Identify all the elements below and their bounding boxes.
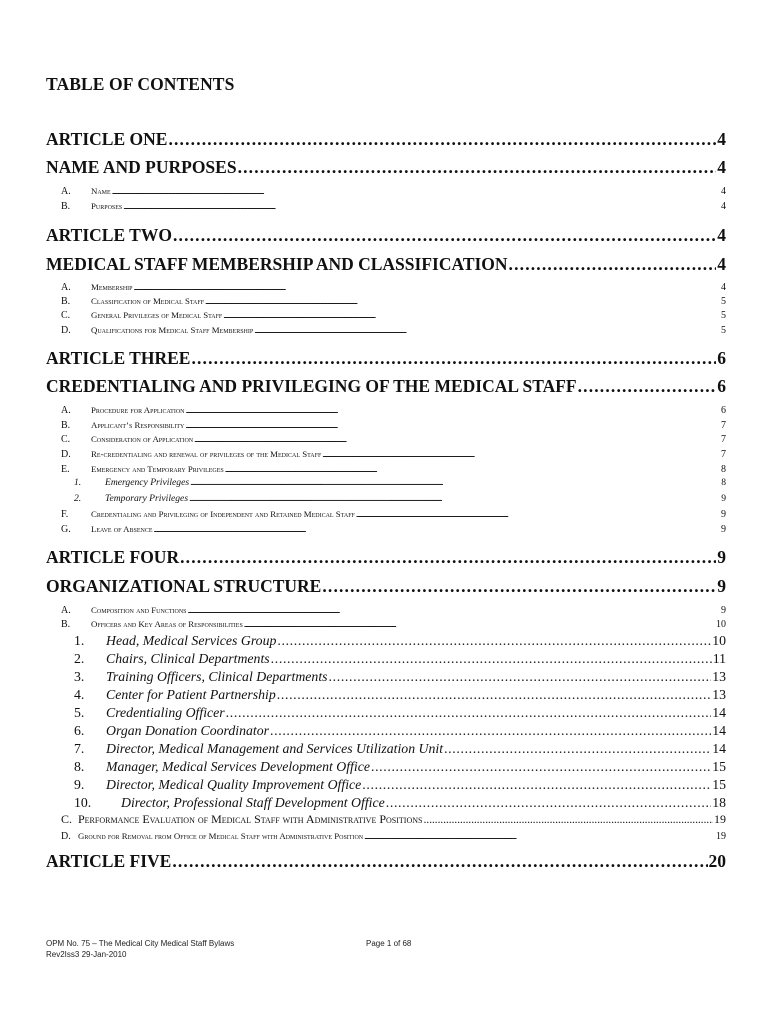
toc-entry-label: General Privileges of Medical Staff (91, 310, 223, 320)
toc-entry-page: 8 (721, 477, 726, 488)
toc-entry-page: 6 (717, 376, 726, 396)
toc-entry-label: Organ Donation Coordinator (106, 723, 270, 738)
toc-entry-label: Credentialing Officer (106, 705, 225, 720)
dot-leader (112, 184, 720, 198)
dot-leader (168, 127, 716, 151)
toc-entry-label: Classification of Medical Staff (91, 296, 205, 306)
toc-entry-label: Director, Medical Quality Improvement Office (106, 777, 362, 792)
dot-leader (277, 686, 711, 704)
toc-entry-page: 7 (721, 434, 726, 445)
dot-leader (154, 522, 720, 536)
toc-entry-page: 10 (716, 619, 726, 630)
toc-entry-label: Qualifications for Medical Staff Membership (91, 325, 254, 335)
dot-leader (185, 418, 720, 432)
dot-leader (322, 574, 716, 598)
toc-entry-label: Center for Patient Partnership (106, 687, 276, 702)
toc-entry-page: 9 (721, 509, 726, 520)
dot-leader (270, 722, 711, 740)
dot-leader (371, 758, 711, 776)
toc-entry-page: 9 (717, 547, 726, 567)
toc-entry-purposes[interactable] (61, 199, 726, 213)
dot-leader (509, 252, 717, 276)
toc-entry-page: 14 (712, 723, 726, 738)
toc-entry-number: A. (61, 282, 71, 293)
toc-entry-label: Manager, Medical Services Development Office (106, 759, 370, 774)
toc-entry-label: Composition and Functions (91, 605, 187, 615)
toc-entry-label: Procedure for Application (91, 405, 185, 415)
toc-entry-general-privileges[interactable] (61, 308, 726, 322)
toc-entry-page: 4 (721, 186, 726, 197)
toc-entry-number: A. (61, 186, 71, 197)
toc-entry-applicants-responsibility[interactable] (61, 418, 726, 432)
toc-entry-label: ARTICLE FOUR (46, 547, 180, 567)
toc-entry-label: Director, Medical Management and Services Utilization Unit (106, 741, 444, 756)
toc-entry-page: 4 (717, 157, 726, 177)
toc-entry-number: E. (61, 464, 70, 475)
toc-entry-page: 8 (721, 464, 726, 475)
dot-leader (173, 223, 716, 247)
toc-entry-article-one[interactable] (46, 127, 726, 151)
toc-entry-chairs-clinical-departments[interactable] (74, 650, 726, 668)
toc-entry-label: Temporary Privileges (105, 493, 189, 504)
toc-entry-director-medical-quality[interactable] (74, 776, 726, 794)
toc-entry-page: 9 (717, 576, 726, 596)
toc-entry-number: 4. (74, 687, 85, 702)
toc-entry-label: ARTICLE THREE (46, 348, 191, 368)
dot-leader (444, 740, 711, 758)
dot-leader (238, 155, 717, 179)
toc-entry-number: 2. (74, 651, 85, 666)
footer-document-info (46, 938, 234, 960)
toc-entry-number: B. (61, 420, 71, 431)
toc-entry-label: ARTICLE TWO (46, 225, 172, 245)
toc-entry-page: 4 (721, 282, 726, 293)
toc-entry-label: Consideration of Application (91, 434, 194, 444)
toc-entry-number: 3. (74, 669, 85, 684)
toc-entry-center-for-patient-partnership[interactable] (74, 686, 726, 704)
toc-entry-page: 4 (717, 254, 726, 274)
toc-entry-number: A. (61, 405, 71, 416)
toc-entry-head-medical-services[interactable] (74, 632, 726, 650)
toc-entry-label: Chairs, Clinical Departments (106, 651, 270, 666)
dot-leader (254, 323, 720, 337)
toc-entry-page: 14 (712, 741, 726, 756)
toc-entry-credentialing-officer[interactable] (74, 704, 726, 722)
toc-entry-number: C. (61, 310, 71, 321)
toc-entry-membership[interactable] (61, 280, 726, 294)
toc-entry-label: MEDICAL STAFF MEMBERSHIP AND CLASSIFICATION (46, 254, 508, 274)
dot-leader (134, 280, 721, 294)
toc-entry-label: Credentialing and Privileging of Independent and Retained Medical Staff (91, 509, 355, 519)
toc-entry-number: 9. (74, 777, 85, 792)
dot-leader (123, 199, 720, 213)
toc-entry-consideration-of-application[interactable] (61, 432, 726, 446)
dot-leader (322, 447, 720, 461)
toc-entry-emergency-and-temporary[interactable] (61, 462, 726, 476)
toc-entry-number: 2. (74, 493, 82, 504)
toc-entry-director-medical-management[interactable] (74, 740, 726, 758)
toc-entry-page: 10 (712, 633, 726, 648)
dot-leader (189, 492, 720, 506)
toc-entry-classification[interactable] (61, 294, 726, 308)
toc-entry-label: CREDENTIALING AND PRIVILEGING OF THE MEDICAL STAFF (46, 376, 577, 396)
toc-title: TABLE OF CONTENTS (46, 74, 235, 94)
dot-leader (271, 650, 712, 668)
toc-entry-label: Emergency and Temporary Privileges (91, 464, 224, 474)
toc-entry-page: 9 (721, 524, 726, 535)
toc-entry-page: 14 (712, 705, 726, 720)
toc-entry-page: 20 (708, 851, 726, 871)
toc-entry-number: 1. (74, 633, 85, 648)
toc-entry-page: 6 (717, 348, 726, 368)
toc-entry-number: D. (61, 449, 71, 460)
footer-page-number: Page 1 of 68 (366, 939, 412, 948)
toc-entry-page: 13 (712, 669, 726, 684)
toc-entry-independent-and-retained[interactable] (61, 507, 726, 521)
toc-entry-label: NAME AND PURPOSES (46, 157, 237, 177)
toc-entry-page: 5 (721, 325, 726, 336)
toc-entry-number: 1. (74, 477, 82, 488)
toc-entry-number: 8. (74, 759, 85, 774)
toc-entry-organ-donation-coordinator[interactable] (74, 722, 726, 740)
toc-entry-leave-of-absence[interactable] (61, 522, 726, 536)
toc-entry-page: 13 (712, 687, 726, 702)
footer-document-line: OPM No. 75 – The Medical City Medical Staff Bylaws (46, 939, 235, 948)
toc-entry-page: 15 (712, 777, 726, 792)
toc-entry-medical-staff-membership[interactable] (46, 252, 726, 276)
toc-entry-number: 7. (74, 741, 85, 756)
page-footer (46, 938, 726, 968)
toc-entry-page: 9 (721, 605, 726, 616)
toc-entry-number: 10. (74, 795, 92, 810)
toc-entry-label: Name (91, 186, 111, 196)
dot-leader (226, 704, 712, 722)
toc-entry-page: 4 (721, 201, 726, 212)
toc-entry-re-credentialing[interactable] (61, 447, 726, 461)
toc-entry-page: 6 (721, 405, 726, 416)
dot-leader (191, 346, 716, 370)
toc-entry-label: ARTICLE FIVE (46, 851, 172, 871)
dot-leader (386, 794, 711, 812)
dot-leader (190, 476, 720, 490)
toc-entry-label: Officers and Key Areas of Responsibilities (91, 619, 243, 629)
dot-leader (329, 668, 712, 686)
toc-entry-number: F. (61, 509, 69, 520)
toc-entry-page: 4 (717, 225, 726, 245)
toc-entry-label: Re-credentialing and renewal of privileges of the Medical Staff (91, 449, 322, 459)
dot-leader (578, 374, 717, 398)
toc-entry-page: 19 (714, 812, 726, 826)
toc-entry-number: D. (61, 831, 71, 842)
toc-entry-article-two[interactable] (46, 223, 726, 247)
toc-entry-article-three[interactable] (46, 346, 726, 370)
dot-leader (356, 507, 720, 521)
footer-revision-line: Rev2Iss3 29-Jan-2010 (46, 950, 127, 959)
toc-entry-number: D. (61, 325, 71, 336)
dot-leader (205, 294, 720, 308)
toc-entry-temporary-privileges[interactable] (74, 492, 726, 506)
dot-leader (194, 432, 720, 446)
dot-leader (364, 829, 715, 843)
toc-entry-ground-for-removal[interactable] (61, 829, 726, 843)
toc-entry-director-professional-staff[interactable] (74, 794, 726, 812)
toc-entry-label: Performance Evaluation of Medical Staff with Administrative Positions (78, 812, 423, 826)
toc-entry-page: 11 (712, 651, 726, 666)
toc-entry-name-and-purposes[interactable] (46, 155, 726, 179)
toc-entry-officers-and-key-areas[interactable] (61, 617, 726, 631)
toc-entry-page: 18 (712, 795, 726, 810)
dot-leader (277, 632, 711, 650)
toc-entry-organizational-structure[interactable] (46, 574, 726, 598)
toc-entry-number: C. (61, 434, 71, 445)
toc-entry-performance-evaluation[interactable] (61, 811, 726, 828)
dot-leader (225, 462, 720, 476)
toc-entry-number: B. (61, 201, 71, 212)
toc-entry-number: 6. (74, 723, 85, 738)
toc-entry-article-four[interactable] (46, 545, 726, 569)
toc-entry-manager-medical-services[interactable] (74, 758, 726, 776)
toc-entry-number: B. (61, 619, 71, 630)
toc-entry-label: Emergency Privileges (105, 477, 190, 488)
toc-entry-number: B. (61, 296, 71, 307)
toc-entry-page: 7 (721, 420, 726, 431)
toc-entry-training-officers[interactable] (74, 668, 726, 686)
toc-entry-page: 5 (721, 296, 726, 307)
toc-entry-number: 5. (74, 705, 85, 720)
toc-entry-page: 9 (721, 493, 726, 504)
toc-entry-label: Ground for Removal from Office of Medical Staff with Administrative Position (78, 831, 364, 841)
dot-leader (362, 776, 711, 794)
toc-entry-page: 4 (717, 129, 726, 149)
toc-entry-number: G. (61, 524, 71, 535)
dot-leader (244, 617, 715, 631)
dot-leader (186, 403, 720, 417)
dot-leader (180, 545, 716, 569)
toc-entry-emergency-privileges[interactable] (74, 476, 726, 490)
toc-entry-number: C. (61, 812, 73, 826)
toc-entry-page: 7 (721, 449, 726, 460)
toc-entry-label: Applicant’s Responsibility (91, 420, 185, 430)
dot-leader (223, 308, 720, 322)
toc-entry-credentialing-and-privileging[interactable] (46, 374, 726, 398)
toc-entry-composition-and-functions[interactable] (61, 603, 726, 617)
dot-leader (423, 811, 713, 828)
toc-entry-page: 15 (712, 759, 726, 774)
toc-entry-article-five[interactable] (46, 849, 726, 873)
toc-entry-number: A. (61, 605, 71, 616)
toc-entry-label: Purposes (91, 201, 123, 211)
toc-entry-label: ARTICLE ONE (46, 129, 168, 149)
toc-entry-label: Leave of Absence (91, 524, 153, 534)
toc-entry-page: 19 (716, 831, 726, 842)
dot-leader (172, 849, 707, 873)
dot-leader (188, 603, 721, 617)
toc-entry-qualifications[interactable] (61, 323, 726, 337)
toc-entry-label: Membership (91, 282, 133, 292)
toc-entry-label: Head, Medical Services Group (106, 633, 277, 648)
toc-entry-label: Director, Professional Staff Development Office (121, 795, 385, 810)
toc-entry-label: ORGANIZATIONAL STRUCTURE (46, 576, 322, 596)
toc-entry-name[interactable] (61, 184, 726, 198)
toc-entry-label: Training Officers, Clinical Departments (106, 669, 328, 684)
toc-entry-page: 5 (721, 310, 726, 321)
toc-entry-procedure-for-application[interactable] (61, 403, 726, 417)
